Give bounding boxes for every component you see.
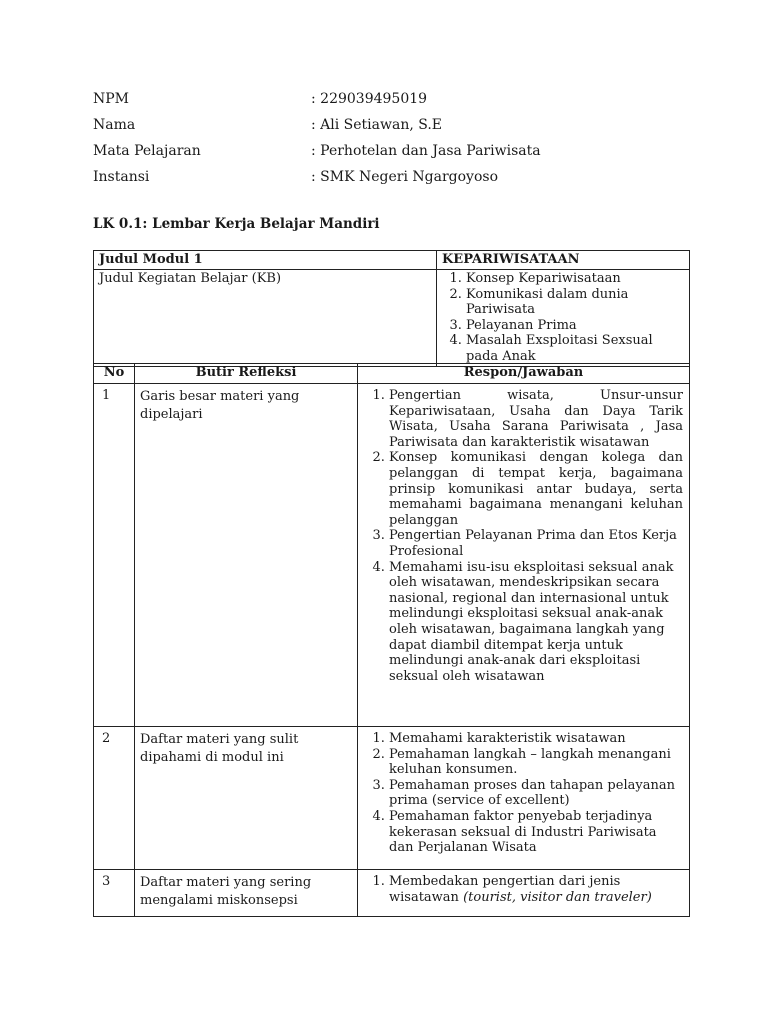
- instansi-label: Instansi: [93, 169, 150, 185]
- section-title: LK 0.1: Lembar Kerja Belajar Mandiri: [93, 216, 380, 232]
- response-item: 1. Pengertian wisata, Unsur-unsur Kepariwisataan, Usaha dan Daya Tarik Wisata, Usaha Sarana Pariwisata , Jasa Pariwisata dan karakteristik wisatawan: [389, 388, 683, 450]
- response-list: [363, 731, 683, 856]
- table-row: [94, 727, 690, 870]
- identity-row-mapel: [93, 138, 693, 164]
- npm-label: NPM: [93, 91, 130, 107]
- table-row: [94, 384, 690, 727]
- row-butir: Daftar materi yang sering mengalami miskonsepsi: [135, 870, 358, 917]
- response-item-text: Membedakan pengertian dari jenis wisatawan: [389, 874, 621, 905]
- row-butir: Daftar materi yang sulit dipahami di modul ini: [135, 727, 358, 870]
- response-item: 2. Konsep komunikasi dengan kolega dan pelanggan di tempat kerja, bagaimana prinsip komunikasi antar budaya, serta memahami bagaimana menangani keluhan pelanggan: [389, 450, 683, 528]
- identity-row-npm: [93, 86, 693, 112]
- header-respon: Respon/Jawaban: [358, 364, 690, 384]
- kb-list-cell: [437, 270, 690, 367]
- kb-item: 2. Komunikasi dalam dunia Pariwisata: [466, 287, 684, 318]
- identity-table: [93, 86, 693, 190]
- response-item: [389, 874, 683, 905]
- kb-label: Judul Kegiatan Belajar (KB): [94, 270, 437, 367]
- mata-pelajaran-value: : Perhotelan dan Jasa Pariwisata: [311, 143, 541, 159]
- response-item: 4. Memahami isu-isu eksploitasi seksual anak oleh wisatawan, mendeskripsikan secara nasional, regional dan internasional untuk melindungi eksploitasi seksual anak-anak oleh wisatawan, bagaimana langkah yang dapat diambil ditempat kerja untuk melindungi anak-anak dari eksploitasi seksual oleh wisatawan: [389, 560, 683, 685]
- row-number: 1: [94, 384, 135, 727]
- response-item: 3. Pengertian Pelayanan Prima dan Etos Kerja Profesional: [389, 528, 683, 559]
- kb-list: [442, 271, 684, 365]
- identity-row-instansi: [93, 164, 693, 190]
- row-response: [358, 384, 690, 727]
- kb-row: [94, 270, 690, 367]
- kb-item: 1. Konsep Kepariwisataan: [466, 271, 684, 287]
- response-list: [363, 388, 683, 684]
- response-item: 2. Pemahaman langkah – langkah menangani keluhan konsumen.: [389, 747, 683, 778]
- module-header-row: [94, 251, 690, 270]
- header-butir: Butir Refleksi: [135, 364, 358, 384]
- module-label: Judul Modul 1: [94, 251, 437, 270]
- kb-item: 3. Pelayanan Prima: [466, 318, 684, 334]
- nama-value: : Ali Setiawan, S.E: [311, 117, 443, 133]
- module-table: [93, 250, 690, 367]
- identity-row-nama: [93, 112, 693, 138]
- response-list: [363, 874, 683, 905]
- npm-value: : 229039495019: [311, 91, 428, 107]
- row-number: 2: [94, 727, 135, 870]
- response-item-italic: (tourist, visitor dan traveler): [463, 889, 652, 905]
- mata-pelajaran-label: Mata Pelajaran: [93, 143, 201, 159]
- reflection-table: [93, 363, 690, 917]
- kb-item: 4. Masalah Exsploitasi Sexsual pada Anak: [466, 333, 684, 364]
- response-item: 3. Pemahaman proses dan tahapan pelayanan prima (service of excellent): [389, 778, 683, 809]
- row-response: [358, 870, 690, 917]
- table-row: [94, 870, 690, 917]
- instansi-value: : SMK Negeri Ngargoyoso: [311, 169, 498, 185]
- row-response: [358, 727, 690, 870]
- response-item: 1. Memahami karakteristik wisatawan: [389, 731, 683, 747]
- header-no: No: [94, 364, 135, 384]
- row-butir: Garis besar materi yang dipelajari: [135, 384, 358, 727]
- response-item: 4. Pemahaman faktor penyebab terjadinya kekerasan seksual di Industri Pariwisata dan Perjalanan Wisata: [389, 809, 683, 856]
- nama-label: Nama: [93, 117, 136, 133]
- reflection-header-row: [94, 364, 690, 384]
- row-number: 3: [94, 870, 135, 917]
- module-value: KEPARIWISATAAN: [437, 251, 690, 270]
